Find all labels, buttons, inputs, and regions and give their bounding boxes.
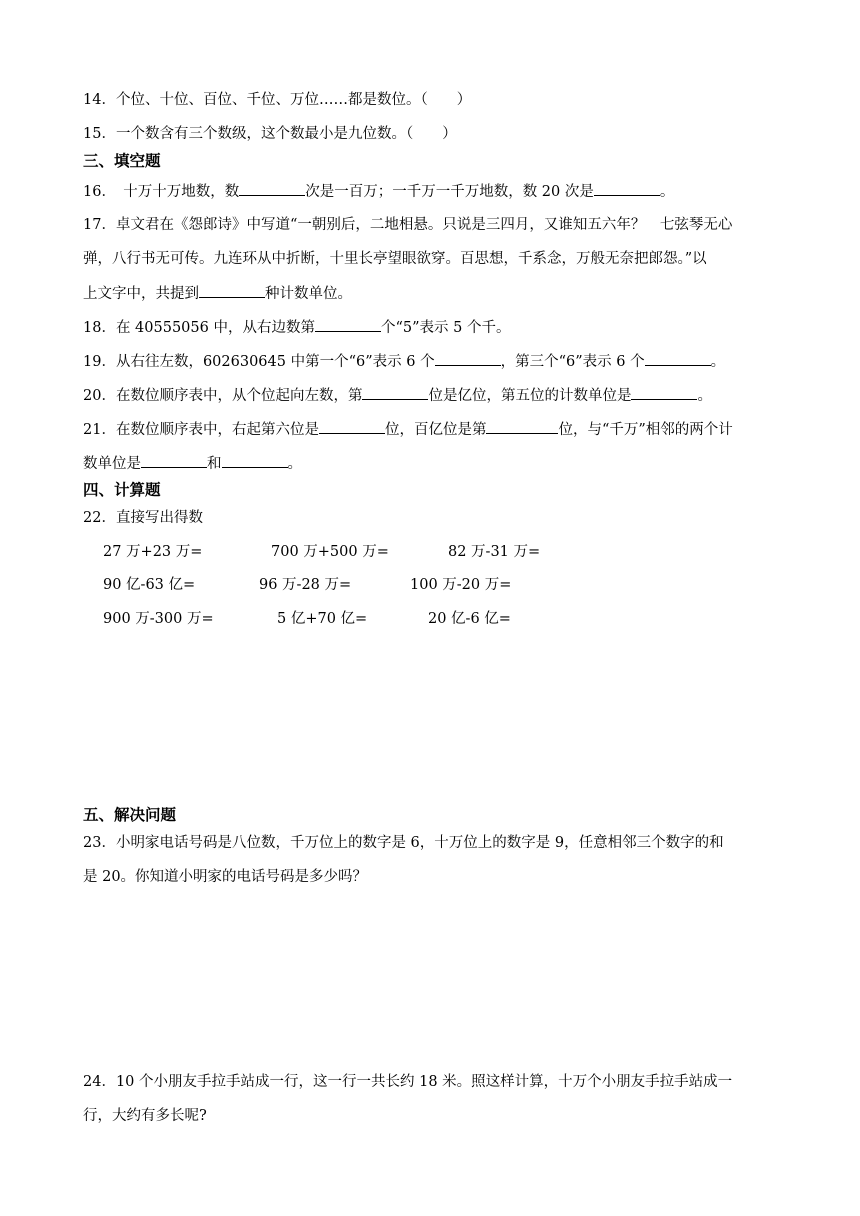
answer-blank[interactable] — [141, 453, 207, 468]
question-17-line-3 — [83, 283, 352, 304]
question-17-line-2: 弹，八行书无可传。九连环从中折断，十里长亭望眼欲穿。百思想，千系念，万般无奈把郎怨。”以 — [83, 251, 707, 267]
q21-text-d: 数单位是 — [83, 456, 141, 472]
q18-text-b: 个“5”表示 5 个千。 — [380, 320, 511, 336]
question-23-line-1: 23．小明家电话号码是八位数，千万位上的数字是 6，十万位上的数字是 9，任意相邻三个数字的和 — [83, 835, 724, 851]
calc-item: 82 万-31 万= — [448, 544, 541, 560]
q20-text-a: 20．在数位顺序表中，从个位起向左数，第 — [83, 388, 363, 404]
question-20 — [83, 385, 712, 406]
q19-text-a: 19．从右往左数，602630645 中第一个“6”表示 6 个 — [83, 354, 435, 370]
calc-item: 90 亿-63 亿= — [103, 577, 196, 593]
question-21-line-2 — [83, 453, 302, 474]
calc-item: 27 万+23 万= — [103, 544, 203, 560]
q20-text-b: 位是亿位，第五位的计数单位是 — [428, 388, 632, 404]
calc-item: 700 万+500 万= — [271, 544, 389, 560]
question-24-line-2: 行，大约有多长呢? — [83, 1108, 207, 1124]
answer-blank[interactable] — [239, 181, 305, 196]
question-14: 14．个位、十位、百位、千位、万位……都是数位。（ ） — [83, 92, 472, 108]
answer-blank[interactable] — [594, 181, 660, 196]
question-22: 22．直接写出得数 — [83, 510, 203, 526]
q19-text-b: ，第三个“6”表示 6 个 — [500, 354, 645, 370]
section-heading-fill-in: 三、填空题 — [83, 152, 161, 170]
question-21-line-1 — [83, 419, 733, 440]
q16-text-a: 16． 十万十万地数，数 — [83, 184, 240, 200]
question-18 — [83, 317, 510, 338]
answer-blank[interactable] — [315, 317, 381, 332]
question-16 — [83, 181, 674, 202]
calc-item: 100 万-20 万= — [410, 577, 512, 593]
q16-text-c: 。 — [659, 184, 675, 200]
answer-blank[interactable] — [631, 385, 697, 400]
q21-text-c: 位，与“千万”相邻的两个计 — [558, 422, 733, 438]
q21-text-a: 21．在数位顺序表中，右起第六位是 — [83, 422, 319, 438]
calc-item: 96 万-28 万= — [259, 577, 352, 593]
q17-text-b: 种计数单位。 — [265, 286, 352, 302]
q16-text-b: 次是一百万；一千万一千万地数，数 20 次是 — [305, 184, 594, 200]
answer-blank[interactable] — [435, 351, 501, 366]
question-19 — [83, 351, 725, 372]
question-15: 15．一个数含有三个数级，这个数最小是九位数。（ ） — [83, 126, 457, 142]
answer-blank[interactable] — [486, 419, 558, 434]
question-23-line-2: 是 20。你知道小明家的电话号码是多少吗？ — [83, 869, 368, 885]
answer-blank[interactable] — [645, 351, 711, 366]
section-heading-problem-solving: 五、解决问题 — [83, 806, 177, 824]
q17-text-a: 上文字中，共提到 — [83, 286, 199, 302]
q21-text-e: 和 — [207, 456, 222, 472]
question-17-line-1: 17．卓文君在《怨郎诗》中写道“一朝别后，二地相悬。只说是三四月，又谁知五六年？ 七弦琴无心 — [83, 217, 733, 233]
question-24-line-1: 24．10 个小朋友手拉手站成一行，这一行一共长约 18 米。照这样计算，十万个小朋友手拉手站成一 — [83, 1074, 733, 1090]
q21-text-b: 位，百亿位是第 — [384, 422, 487, 438]
calc-item: 5 亿+70 亿= — [277, 611, 368, 627]
answer-blank[interactable] — [222, 453, 288, 468]
answer-blank[interactable] — [199, 283, 265, 298]
q18-text-a: 18．在 40555056 中，从右边数第 — [83, 320, 315, 336]
q21-text-f: 。 — [287, 456, 302, 472]
section-heading-calculation: 四、计算题 — [83, 481, 161, 499]
calc-item: 20 亿-6 亿= — [428, 611, 511, 627]
q19-text-c: 。 — [710, 354, 726, 370]
calc-item: 900 万-300 万= — [103, 611, 214, 627]
answer-blank[interactable] — [319, 419, 385, 434]
answer-blank[interactable] — [362, 385, 428, 400]
q20-text-c: 。 — [697, 388, 712, 404]
